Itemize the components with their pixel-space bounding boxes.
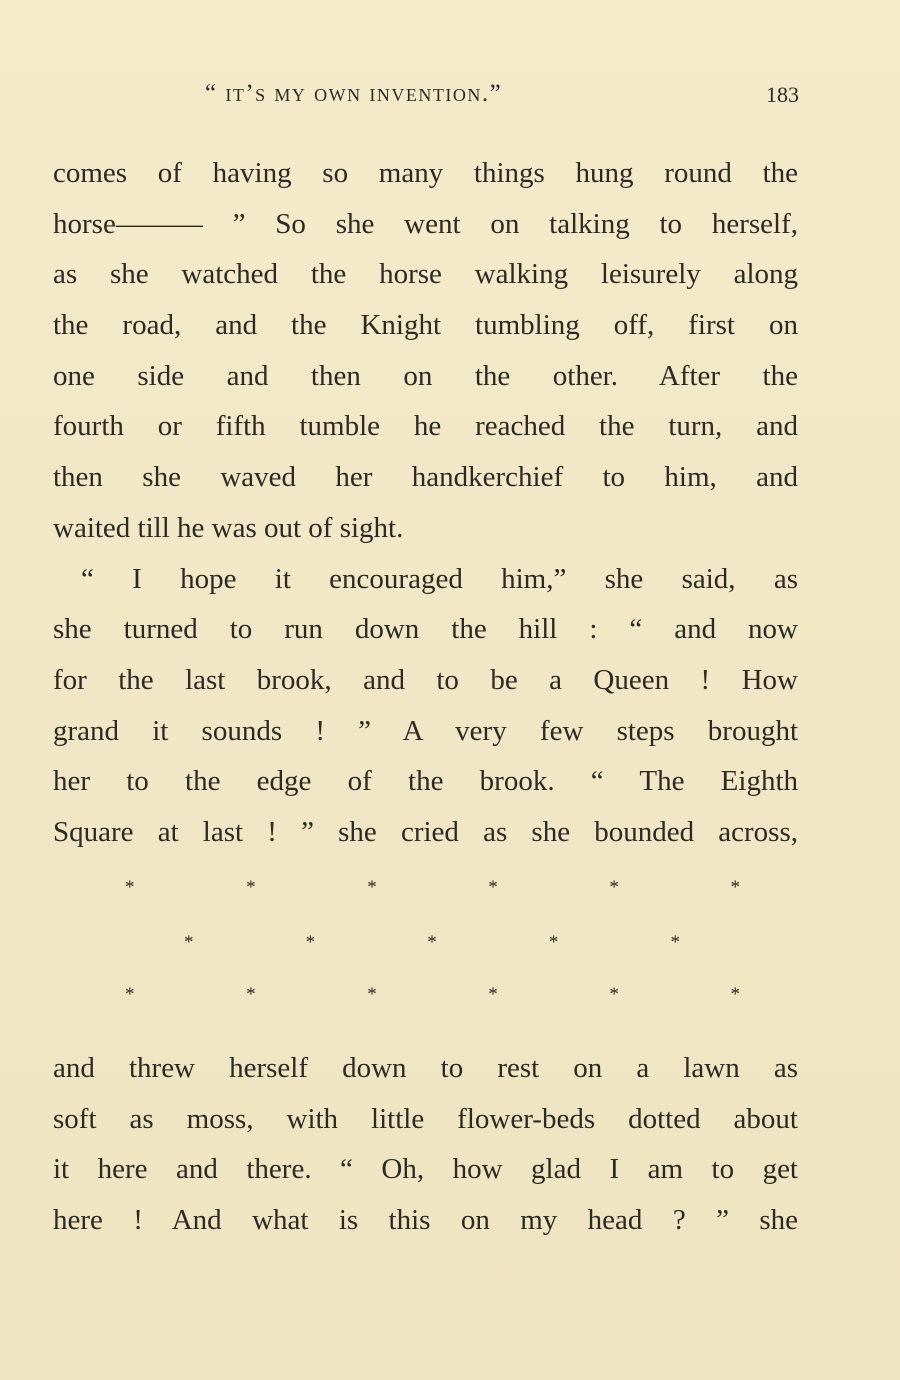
asterisk: * xyxy=(367,984,377,1005)
asterisk: * xyxy=(125,877,135,898)
text-line: comes of having so many things hung round the xyxy=(53,157,798,189)
running-title: “ it’s my own invention.” xyxy=(205,80,503,107)
text-line: and threw herself down to rest on a lawn as xyxy=(53,1052,798,1084)
text-line: Square at last ! ” she cried as she bounded across, xyxy=(53,815,798,848)
text-line: her to the edge of the brook. “ The Eighth xyxy=(53,765,798,798)
asterisk: * xyxy=(427,932,437,953)
text-line: waited till he was out of sight. xyxy=(53,511,404,544)
text-line: here ! And what is this on my head ? ” she xyxy=(53,1204,798,1237)
text-line: it here and there. “ Oh, how glad I am to get xyxy=(53,1153,798,1186)
text-line: soft as moss, with little flower-beds dotted about xyxy=(53,1102,798,1135)
page-number: 183 xyxy=(766,82,799,107)
asterisk: * xyxy=(730,984,740,1005)
text-line: the road, and the Knight tumbling off, first on xyxy=(53,309,798,342)
text-line: fourth or fifth tumble he reached the turn, and xyxy=(53,410,798,443)
separator-row xyxy=(125,878,740,898)
asterisk: * xyxy=(125,984,135,1005)
text-line: one side and then on the other. After the xyxy=(53,359,798,392)
text-line: grand it sounds ! ” A very few steps brought xyxy=(53,714,798,747)
text-line: horse——— ” So she went on talking to herself, xyxy=(53,207,798,240)
asterisk: * xyxy=(670,932,680,953)
separator-row xyxy=(125,985,740,1005)
asterisk: * xyxy=(609,877,619,898)
asterisk: * xyxy=(246,984,256,1005)
body-text-bottom xyxy=(53,1050,798,1253)
asterisk: * xyxy=(246,877,256,898)
separator-row xyxy=(184,933,680,953)
text-line: “ I hope it encouraged him,” she said, as xyxy=(81,562,798,595)
asterisk: * xyxy=(488,984,498,1005)
body-text-top xyxy=(53,155,798,865)
asterisk: * xyxy=(548,932,559,953)
text-line: for the last brook, and to be a Queen ! How xyxy=(53,663,798,696)
asterisk: * xyxy=(488,877,498,898)
page-header xyxy=(0,80,900,116)
asterisk: * xyxy=(184,932,194,953)
text-line: she turned to run down the hill : “ and now xyxy=(53,613,798,646)
asterisk: * xyxy=(609,984,619,1005)
asterisk: * xyxy=(367,877,377,898)
text-line: as she watched the horse walking leisurely along xyxy=(53,258,798,291)
asterisk: * xyxy=(730,877,740,898)
text-line: then she waved her handkerchief to him, and xyxy=(53,461,798,494)
asterisk: * xyxy=(305,932,316,953)
